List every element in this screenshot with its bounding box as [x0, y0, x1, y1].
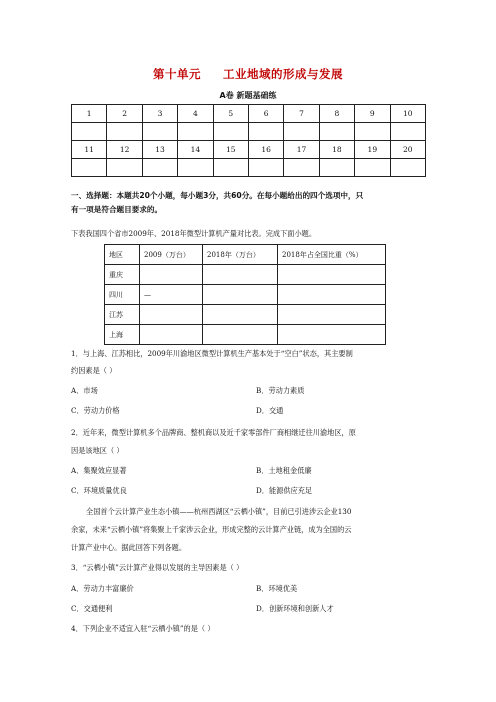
unit-title: 工业地域的形成与发展 — [223, 67, 343, 81]
question-3-option-a[interactable]: A．劳动力丰富廉价 — [71, 584, 134, 593]
question-1-option-a[interactable]: A．市场 — [71, 386, 98, 395]
region-cell: 江苏 — [105, 305, 140, 325]
table-row — [105, 285, 386, 305]
question-1-option-b[interactable]: B．劳动力素质 — [256, 386, 305, 395]
section-instructions: 一、选择题：本题共20个小题，每小题3分，共60分。在每小题给出的四个选项中，只 有一项是符合题目要求的。 — [71, 191, 364, 214]
region-cell: 四川 — [105, 285, 140, 305]
answer-cell[interactable] — [178, 159, 213, 177]
table-cell — [203, 265, 278, 285]
column-header: 2018年（万台） — [203, 245, 278, 265]
answer-cell[interactable] — [390, 159, 425, 177]
question-3-option-d[interactable]: D．创新环境和创新人才 — [256, 604, 334, 613]
table-cell — [140, 325, 203, 345]
table-row — [105, 305, 386, 325]
answer-number-row — [72, 105, 426, 123]
answer-cell[interactable] — [72, 123, 107, 141]
answer-number: 7 — [284, 105, 319, 123]
answer-cell[interactable] — [72, 159, 107, 177]
region-cell: 重庆 — [105, 265, 140, 285]
answer-cell[interactable] — [248, 159, 283, 177]
question-2-option-a[interactable]: A．集聚效应显著 — [71, 466, 127, 475]
answer-cell[interactable] — [284, 159, 319, 177]
answer-cell[interactable] — [355, 159, 390, 177]
answer-number: 19 — [355, 141, 390, 159]
answer-number: 17 — [284, 141, 319, 159]
answer-cell[interactable] — [248, 123, 283, 141]
question-3-stem: 3．“云栖小镇”云计算产业得以发展的主导因素是（ ） — [71, 563, 244, 572]
answer-number: 12 — [107, 141, 142, 159]
question-4-stem: 4．下列企业不适宜入驻“云栖小镇”的是（ ） — [71, 624, 215, 633]
answer-cell[interactable] — [107, 159, 142, 177]
question-2-option-b[interactable]: B．土地租金低廉 — [256, 466, 312, 475]
answer-cell[interactable] — [178, 123, 213, 141]
table-cell — [203, 305, 278, 325]
table-cell — [203, 285, 278, 305]
page-subtitle: A卷 新题基础练 — [219, 91, 277, 100]
answer-number: 13 — [142, 141, 177, 159]
table-cell: — — [140, 285, 203, 305]
answer-number: 1 — [72, 105, 107, 123]
table-cell — [278, 325, 386, 345]
answer-number: 9 — [355, 105, 390, 123]
table-cell — [278, 265, 386, 285]
answer-blank-row — [72, 123, 426, 141]
table-intro: 下表我国四个省市2009年、2018年微型计算机产量对比表。完成下面小题。 — [71, 229, 317, 238]
column-header: 2009（万台） — [140, 245, 203, 265]
answer-number: 16 — [248, 141, 283, 159]
question-3-option-b[interactable]: B．环境优美 — [256, 584, 298, 593]
question-2-stem-cont: 因是该地区（ ） — [71, 446, 124, 455]
answer-cell[interactable] — [355, 123, 390, 141]
answer-cell[interactable] — [390, 123, 425, 141]
answer-number: 15 — [213, 141, 248, 159]
answer-number: 14 — [178, 141, 213, 159]
table-row — [105, 265, 386, 285]
answer-cell[interactable] — [142, 159, 177, 177]
question-1-stem-cont: 约因素是（ ） — [71, 366, 117, 375]
answer-blank-row — [72, 159, 426, 177]
answer-number: 6 — [248, 105, 283, 123]
passage-line-1: 全国首个云计算产业生态小镇——杭州西湖区“云栖小镇”，目前已引进涉云企业130 — [86, 507, 352, 516]
table-row — [105, 325, 386, 345]
unit-label: 第十单元 — [153, 67, 201, 81]
production-table — [104, 244, 386, 345]
answer-number: 20 — [390, 141, 425, 159]
answer-cell[interactable] — [319, 159, 354, 177]
passage-line-3: 计算产业中心。据此回答下列各题。 — [71, 543, 187, 552]
answer-cell[interactable] — [213, 123, 248, 141]
answer-cell[interactable] — [142, 123, 177, 141]
question-2-option-c[interactable]: C．环境质量优良 — [71, 486, 127, 495]
page-title — [0, 66, 496, 82]
answer-number: 10 — [390, 105, 425, 123]
answer-cell[interactable] — [107, 123, 142, 141]
question-1-option-d[interactable]: D．交通 — [256, 406, 284, 415]
answer-number: 11 — [72, 141, 107, 159]
answer-number: 8 — [319, 105, 354, 123]
question-1-stem: 1．与上海、江苏相比，2009年川渝地区微型计算机生产基本处于“空白”状态，其主要制 — [71, 349, 353, 358]
answer-number: 3 — [142, 105, 177, 123]
answer-cell[interactable] — [319, 123, 354, 141]
region-cell: 上海 — [105, 325, 140, 345]
table-cell — [278, 305, 386, 325]
column-header: 地区 — [105, 245, 140, 265]
answer-number: 4 — [178, 105, 213, 123]
passage-line-2: 余家，未来“云栖小镇”将集聚上千家涉云企业，形成完整的云计算产业链，成为全国的云 — [71, 525, 352, 534]
answer-cell[interactable] — [284, 123, 319, 141]
answer-cell[interactable] — [213, 159, 248, 177]
table-cell — [140, 305, 203, 325]
answer-number: 5 — [213, 105, 248, 123]
answer-grid — [71, 104, 426, 177]
table-cell — [140, 265, 203, 285]
question-3-option-c[interactable]: C．交通便利 — [71, 604, 113, 613]
question-2-stem: 2．近年来，微型计算机多个品牌商、整机商以及近千家零部件厂商相继迁往川渝地区，原 — [71, 428, 356, 437]
question-1-option-c[interactable]: C．劳动力价格 — [71, 406, 120, 415]
table-header-row — [105, 245, 386, 265]
answer-number: 18 — [319, 141, 354, 159]
table-cell — [203, 325, 278, 345]
column-header: 2018年占全国比重（%） — [278, 245, 386, 265]
question-2-option-d[interactable]: D．能源供应充足 — [256, 486, 313, 495]
table-cell — [278, 285, 386, 305]
answer-number: 2 — [107, 105, 142, 123]
answer-number-row — [72, 141, 426, 159]
